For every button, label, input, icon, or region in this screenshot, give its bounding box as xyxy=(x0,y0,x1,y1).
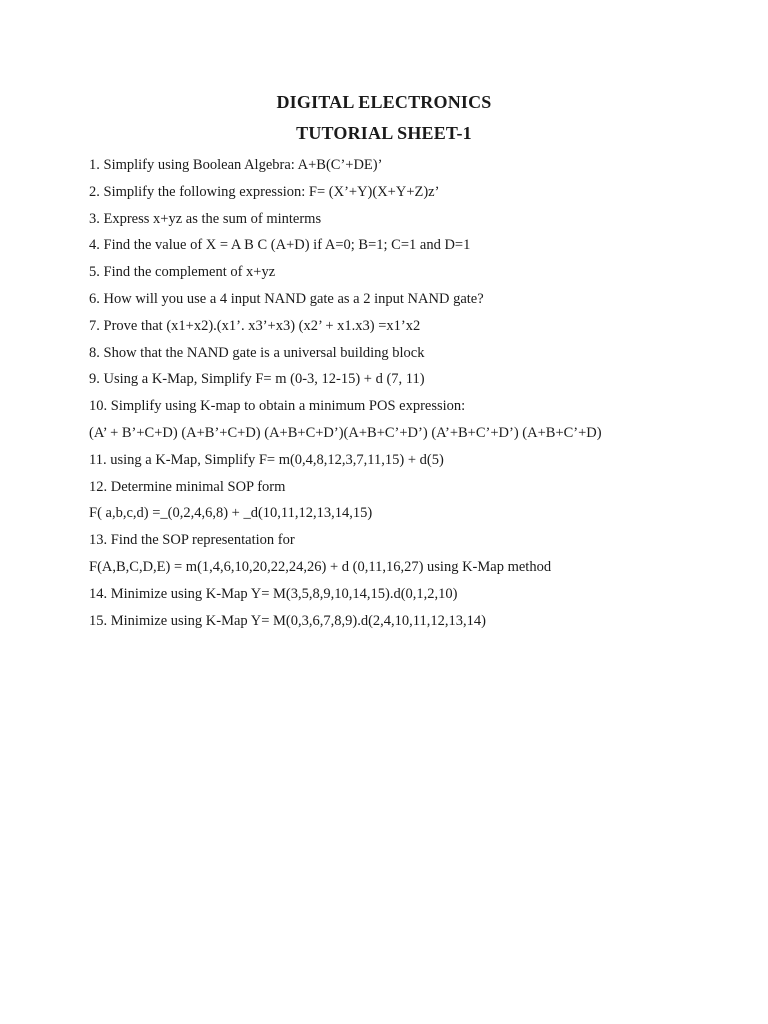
question-line: 7. Prove that (x1+x2).(x1’. x3’+x3) (x2’ + x1.x3) =x1’x2 xyxy=(89,317,421,334)
question-line: 3. Express x+yz as the sum of minterms xyxy=(89,210,322,227)
question-line: 9. Using a K-Map, Simplify F= m (0-3, 12-15) + d (7, 11) xyxy=(89,371,425,388)
question-line: 1. Simplify using Boolean Algebra: A+B(C’+DE)’ xyxy=(89,157,383,173)
question-line: 13. Find the SOP representation for xyxy=(89,532,295,549)
question-line: (A’ + B’+C+D) (A+B’+C+D) (A+B+C+D’)(A+B+C’+D’) (A’+B+C’+D’) (A+B+C’+D) xyxy=(89,424,602,441)
question-line: 6. How will you use a 4 input NAND gate as a 2 input NAND gate? xyxy=(89,290,484,307)
question-line: 12. Determine minimal SOP form xyxy=(89,478,286,495)
question-list xyxy=(89,152,749,634)
question-line: F(A,B,C,D,E) = m(1,4,6,10,20,22,24,26) + d (0,11,16,27) using K-Map method xyxy=(89,558,552,575)
question-line: 4. Find the value of X = A B C (A+D) if A=0; B=1; C=1 and D=1 xyxy=(89,237,471,254)
question-line: 15. Minimize using K-Map Y= M(0,3,6,7,8,9).d(2,4,10,11,12,13,14) xyxy=(89,612,486,629)
question-line: 2. Simplify the following expression: F= (X’+Y)(X+Y+Z)z’ xyxy=(89,183,440,200)
document-title: DIGITAL ELECTRONICS xyxy=(276,92,492,112)
question-line: F( a,b,c,d) =_(0,2,4,6,8) + _d(10,11,12,13,14,15) xyxy=(89,505,373,522)
question-line: 11. using a K-Map, Simplify F= m(0,4,8,12,3,7,11,15) + d(5) xyxy=(89,451,444,468)
document-subtitle: TUTORIAL SHEET-1 xyxy=(296,123,472,143)
question-line: 8. Show that the NAND gate is a universal building block xyxy=(89,344,425,361)
question-line: 10. Simplify using K-map to obtain a minimum POS expression: xyxy=(89,398,466,415)
question-line: 5. Find the complement of x+yz xyxy=(89,264,276,281)
question-line: 14. Minimize using K-Map Y= M(3,5,8,9,10,14,15).d(0,1,2,10) xyxy=(89,585,458,602)
